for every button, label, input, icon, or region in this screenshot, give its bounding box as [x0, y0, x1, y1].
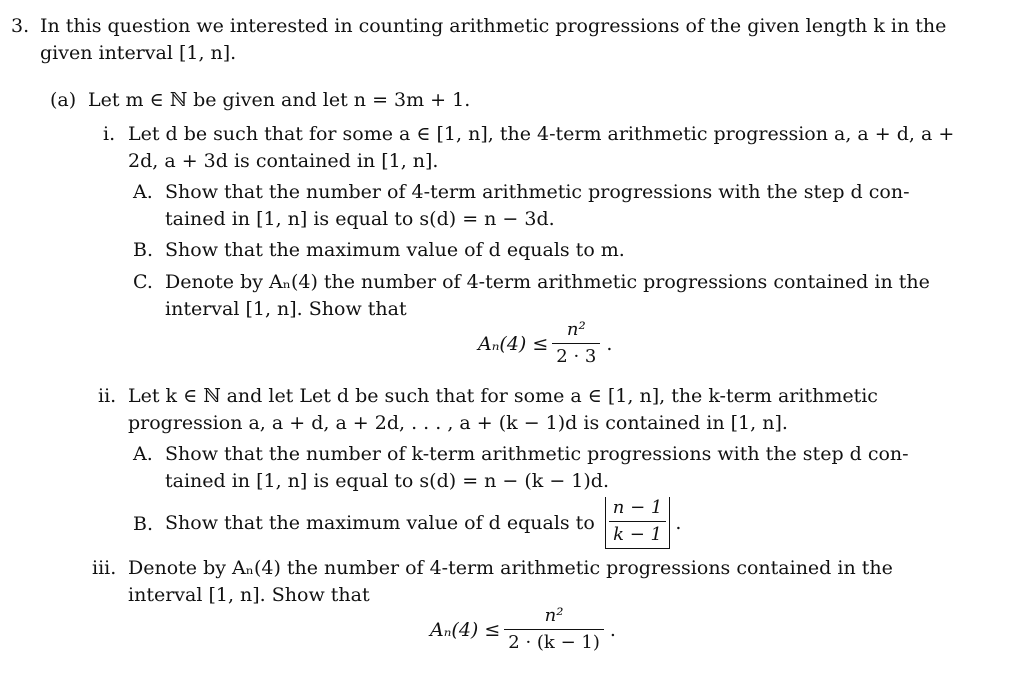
sub-i-line2: 2d, a + 3d is contained in [1, n]. [128, 150, 439, 172]
sub-i-B-label: B. [133, 239, 154, 261]
sub-ii-B-content [165, 497, 681, 549]
formula-numerator: n² [552, 319, 600, 344]
problem-intro-line2: given interval [1, n]. [40, 42, 237, 64]
sub-i-B-line1: Show that the maximum value of d equals to m. [165, 239, 625, 261]
sub-ii-line1: Let k ∈ ℕ and let Let d be such that for some a ∈ [1, n], the k-term arithmetic [128, 385, 878, 407]
sub-ii-A-line2: tained in [1, n] is equal to s(d) = n − (k − 1)d. [165, 470, 610, 492]
sub-iii-formula [430, 605, 616, 654]
sub-i-label: i. [103, 123, 116, 145]
floor-numerator: n − 1 [609, 497, 667, 522]
sub-ii-A-label: A. [133, 443, 153, 465]
formula2-numerator: n² [504, 605, 604, 630]
sub-i-A-label: A. [133, 181, 153, 203]
sub-ii-label: ii. [98, 385, 117, 407]
sub-i-C-label: C. [133, 271, 153, 293]
formula-period: . [606, 332, 613, 355]
formula2-fraction [504, 605, 604, 654]
sub-i-C-line1: Denote by Aₙ(4) the number of 4-term arithmetic progressions contained in the [165, 271, 930, 293]
formula2-period: . [609, 618, 616, 641]
formula2-lhs: Aₙ(4) ≤ [430, 618, 501, 641]
problem-intro-line1: In this question we interested in counting arithmetic progressions of the given length k in the [40, 15, 947, 37]
sub-ii-B-label: B. [133, 513, 154, 535]
formula2-denominator: 2 · (k − 1) [508, 632, 600, 653]
sub-i-C-line2: interval [1, n]. Show that [165, 298, 407, 320]
formula-denominator: 2 · 3 [556, 346, 597, 367]
sub-ii-line2: progression a, a + d, a + 2d, . . . , a + (k − 1)d is contained in [1, n]. [128, 412, 788, 434]
sub-iii-label: iii. [92, 557, 117, 579]
formula-lhs: Aₙ(4) ≤ [478, 332, 549, 355]
sub-iii-line2: interval [1, n]. Show that [128, 584, 370, 606]
sub-ii-A-line1: Show that the number of k-term arithmetic progressions with the step d con- [165, 443, 909, 465]
sub-i-A-line1: Show that the number of 4-term arithmetic progressions with the step d con- [165, 181, 910, 203]
part-a-text: Let m ∈ ℕ be given and let n = 3m + 1. [88, 89, 471, 111]
sub-ii-B-line1: Show that the maximum value of d equals to [165, 512, 595, 534]
sub-i-C-formula [478, 319, 612, 368]
floor-bracket [605, 497, 671, 549]
sub-iii-line1: Denote by Aₙ(4) the number of 4-term arithmetic progressions contained in the [128, 557, 893, 579]
part-a-label: (a) [50, 89, 77, 111]
floor-period: . [675, 512, 682, 534]
formula-fraction [552, 319, 600, 368]
floor-fraction [609, 497, 667, 546]
sub-i-line1: Let d be such that for some a ∈ [1, n], the 4-term arithmetic progression a, a + d, a + [128, 123, 955, 145]
floor-denominator: k − 1 [613, 524, 662, 545]
problem-number: 3. [11, 15, 30, 37]
sub-i-A-line2: tained in [1, n] is equal to s(d) = n − 3d. [165, 208, 555, 230]
